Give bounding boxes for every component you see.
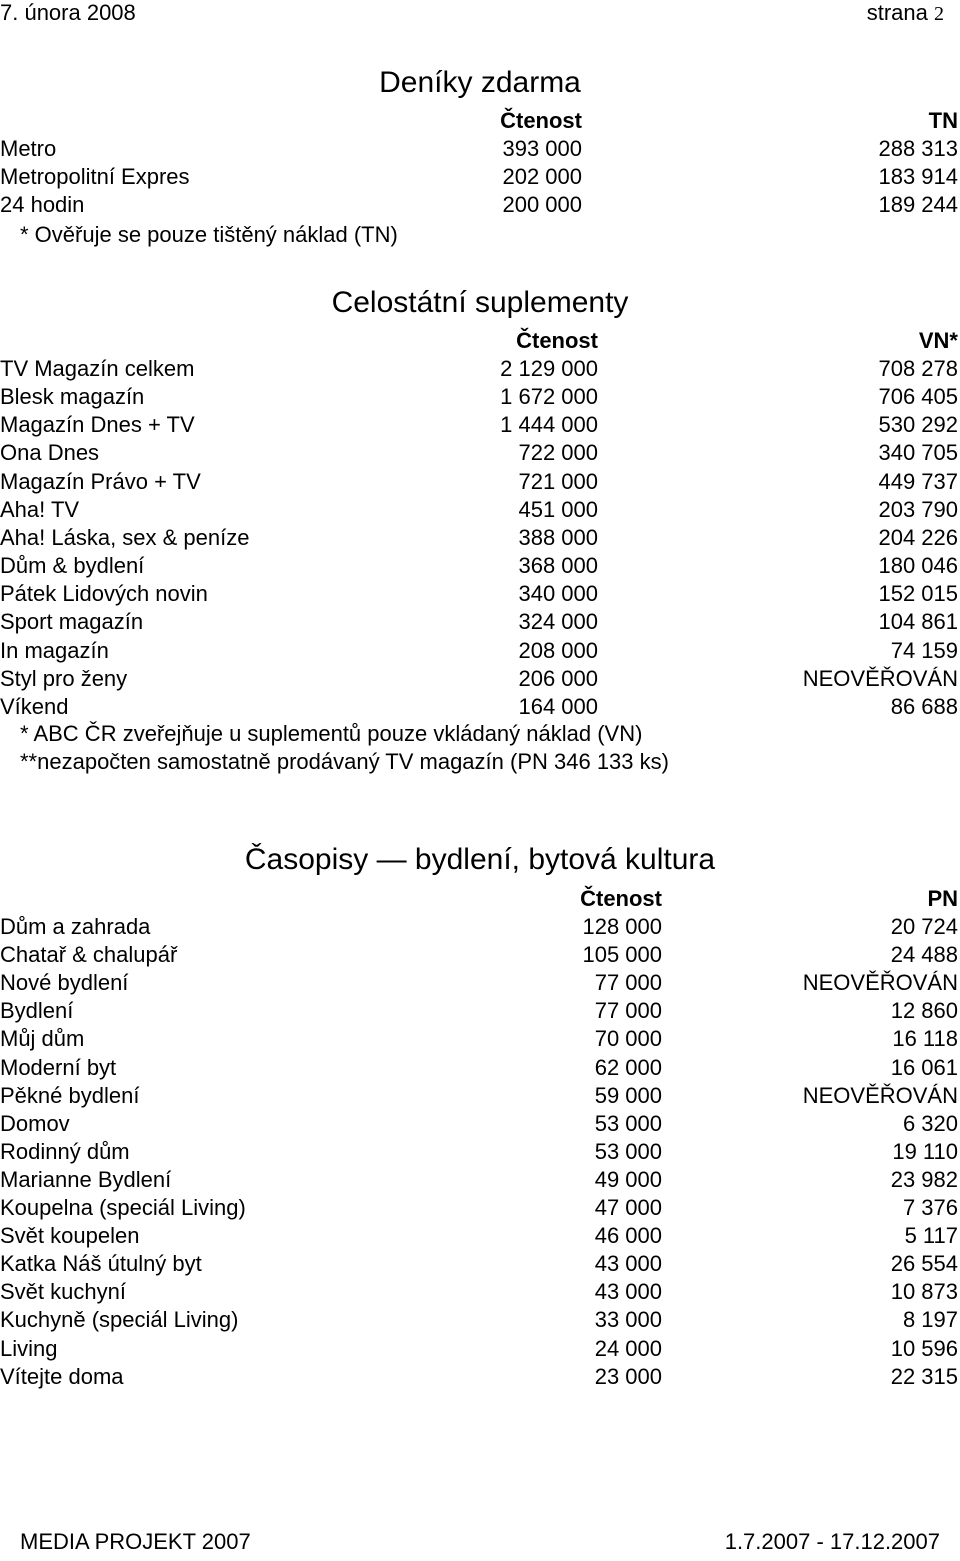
row-name: Vítejte doma [0,1363,124,1389]
row-readership: 722 000 [518,440,598,466]
section2-title: Celostátní suplementy [331,286,629,319]
row-name: Svět koupelen [0,1223,140,1249]
row-circulation: 22 315 [890,1363,958,1389]
table-row [0,637,960,665]
row-readership: 24 000 [594,1335,662,1361]
row-name: Aha! TV [0,496,80,522]
section2-note: **nezapočten samostatně prodávaný TV magazín (PN 346 133 ks) [20,749,669,775]
row-circulation: 706 405 [878,384,958,410]
table-row [0,665,960,693]
table-row [0,1335,960,1363]
row-readership: 105 000 [582,942,662,968]
section1-title: Deníky zdarma [379,66,581,99]
table-row [0,1166,960,1194]
row-circulation: NEOVĚŘOVÁN [802,665,958,691]
row-readership: 47 000 [594,1195,662,1220]
table-row [0,383,960,411]
row-circulation: 23 982 [890,1166,958,1192]
row-circulation: 6 320 [902,1110,958,1136]
row-circulation: 104 861 [878,609,958,635]
table-row [0,997,960,1025]
section2-column-header [0,327,960,355]
row-name: Dům a zahrada [0,914,151,939]
page-number: 2 [934,3,944,25]
footer-left: MEDIA PROJEKT 2007 [20,1529,251,1554]
table-row [0,1138,960,1166]
row-name: Sport magazín [0,609,144,635]
row-circulation: 340 705 [878,440,958,466]
table-row [0,163,960,191]
table-row [0,913,960,941]
table-row [0,524,960,552]
row-name: Ona Dnes [0,440,100,466]
row-circulation: 19 110 [892,1138,958,1164]
table-row [0,552,960,580]
row-name: Magazín Dnes + TV [0,412,195,438]
row-readership: 49 000 [594,1166,662,1192]
header-page [867,0,944,27]
row-readership: 70 000 [594,1026,662,1052]
section1-col1-header: Čtenost [500,108,582,133]
row-name: Bydlení [0,998,74,1024]
row-name: Aha! Láska, sex & peníze [0,524,250,550]
row-name: Nové bydlení [0,970,129,996]
row-circulation: 20 724 [890,914,958,939]
row-circulation: 530 292 [878,412,958,438]
row-circulation: 183 914 [878,164,958,189]
page-label: strana [866,0,928,25]
row-name: Katka Náš útulný byt [0,1251,202,1277]
table-row [0,1110,960,1138]
table-row [0,468,960,496]
table-row [0,496,960,524]
section2-col2-header: VN* [918,328,958,353]
row-name: Marianne Bydlení [0,1166,172,1192]
row-circulation: 204 226 [878,524,958,550]
row-readership: 128 000 [582,914,662,939]
row-name: Metropolitní Expres [0,164,190,189]
row-readership: 53 000 [594,1138,662,1164]
section3-col1-header: Čtenost [580,886,662,911]
row-circulation: 12 860 [890,998,958,1024]
row-circulation: 86 688 [890,693,958,719]
row-name: Living [0,1335,58,1361]
table-row [0,1025,960,1053]
table-row [0,608,960,636]
row-circulation: 708 278 [878,356,958,381]
row-name: Pěkné bydlení [0,1082,140,1108]
row-readership: 388 000 [518,524,598,550]
row-circulation: 189 244 [878,192,958,217]
section1-note: * Ověřuje se pouze tištěný náklad (TN) [20,222,398,247]
row-readership: 33 000 [594,1307,662,1333]
row-name: Blesk magazín [0,384,145,410]
row-readership: 43 000 [594,1279,662,1305]
row-readership: 721 000 [518,468,598,494]
row-readership: 200 000 [502,192,582,217]
row-name: Můj dům [0,1026,85,1052]
row-readership: 62 000 [594,1054,662,1080]
table-row [0,969,960,997]
row-circulation: NEOVĚŘOVÁN [802,1082,958,1108]
row-name: Dům & bydlení [0,553,145,579]
section1-column-header [0,107,960,135]
section3-title: Časopisy — bydlení, bytová kultura [244,843,716,876]
row-circulation: 16 118 [892,1026,958,1052]
row-name: Chatař & chalupář [0,942,178,968]
row-readership: 46 000 [594,1223,662,1249]
row-circulation: 26 554 [890,1251,958,1277]
row-readership: 43 000 [594,1251,662,1277]
row-readership: 324 000 [518,609,598,635]
section3-column-header [0,885,960,913]
row-circulation: 16 061 [890,1054,958,1080]
row-readership: 368 000 [518,553,598,579]
row-name: TV Magazín celkem [0,356,195,381]
row-circulation: 8 197 [902,1307,958,1333]
row-name: Koupelna (speciál Living) [0,1195,246,1220]
row-name: Víkend [0,693,69,719]
section2-note: * ABC ČR zveřejňuje u suplementů pouze vkládaný náklad (VN) [20,721,643,746]
section1-col2-header: TN [928,108,958,133]
table-row [0,355,960,383]
row-name: 24 hodin [0,192,85,217]
row-circulation: 24 488 [890,942,958,968]
row-circulation: 5 117 [904,1223,958,1249]
row-readership: 202 000 [502,164,582,189]
table-row [0,1250,960,1278]
row-readership: 53 000 [594,1110,662,1136]
table-row [0,580,960,608]
row-name: Svět kuchyní [0,1279,126,1305]
table-row [0,1278,960,1306]
row-circulation: 180 046 [878,553,958,579]
row-readership: 1 444 000 [500,412,598,438]
row-name: Rodinný dům [0,1138,130,1164]
row-readership: 23 000 [594,1363,662,1389]
table-row [0,1082,960,1110]
row-name: Magazín Právo + TV [0,468,201,494]
table-row [0,1222,960,1250]
table-row [0,1054,960,1082]
row-readership: 206 000 [518,665,598,691]
table-row [0,1363,960,1391]
row-name: Metro [0,136,57,161]
table-row [0,191,960,219]
table-row [0,135,960,163]
row-readership: 451 000 [518,496,598,522]
table-row [0,411,960,439]
row-readership: 77 000 [594,970,662,996]
section2-col1-header: Čtenost [516,328,598,353]
row-name: Kuchyně (speciál Living) [0,1307,239,1333]
row-readership: 2 129 000 [500,356,598,381]
row-name: Pátek Lidových novin [0,581,208,607]
row-circulation: NEOVĚŘOVÁN [802,970,958,996]
row-circulation: 203 790 [878,496,958,522]
row-circulation: 152 015 [878,581,958,607]
row-readership: 164 000 [518,693,598,719]
row-circulation: 288 313 [878,136,958,161]
table-row [0,1306,960,1334]
row-readership: 393 000 [502,136,582,161]
row-circulation: 7 376 [902,1195,958,1220]
table-row [0,1194,960,1222]
row-name: Styl pro ženy [0,665,128,691]
row-readership: 77 000 [594,998,662,1024]
row-name: In magazín [0,637,109,663]
row-readership: 1 672 000 [500,384,598,410]
header-date: 7. února 2008 [0,0,136,25]
table-row [0,439,960,467]
row-circulation: 10 596 [890,1335,958,1361]
row-readership: 208 000 [518,637,598,663]
row-readership: 59 000 [594,1082,662,1108]
row-circulation: 449 737 [878,468,958,494]
table-row [0,693,960,721]
row-readership: 340 000 [518,581,598,607]
row-name: Domov [0,1110,70,1136]
row-circulation: 74 159 [890,637,958,663]
row-circulation: 10 873 [890,1279,958,1305]
table-row [0,941,960,969]
section3-col2-header: PN [927,886,958,911]
footer-right: 1.7.2007 - 17.12.2007 [724,1529,940,1554]
row-name: Moderní byt [0,1054,117,1080]
